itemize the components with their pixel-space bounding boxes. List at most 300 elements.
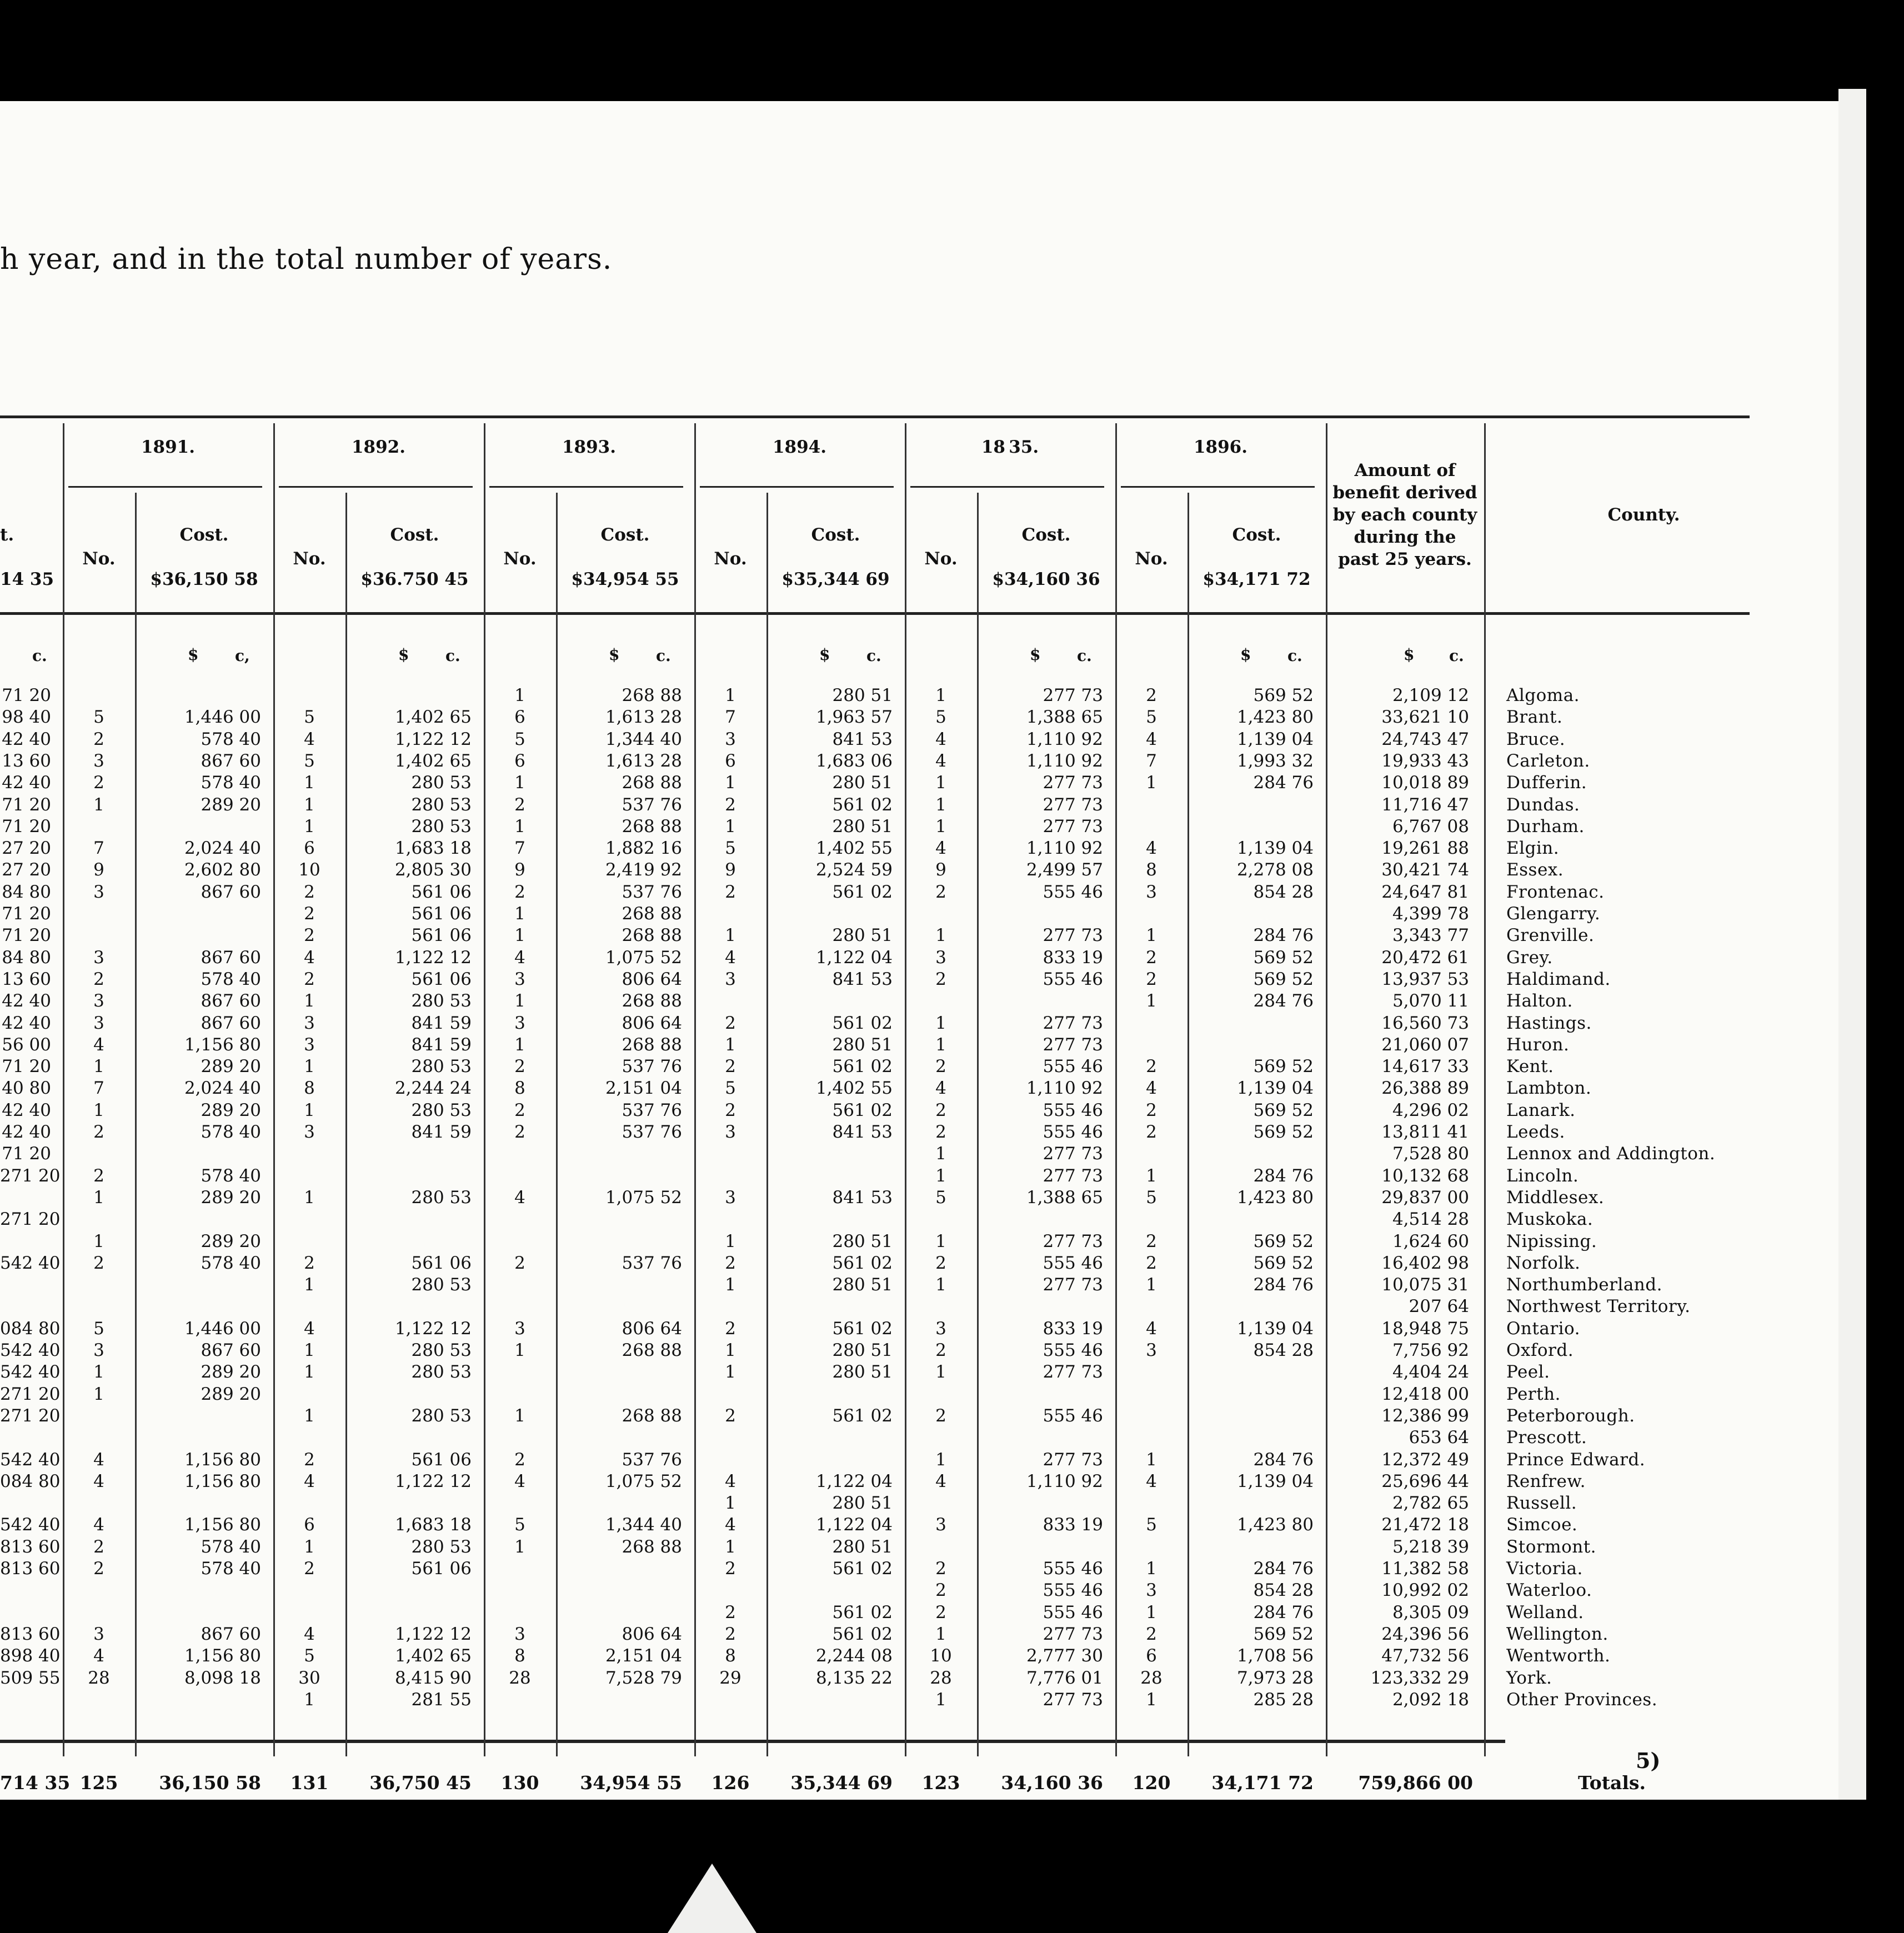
cost-value: 578 40 <box>201 773 261 793</box>
count-value: 3 <box>1146 882 1157 902</box>
count-value: 1 <box>935 685 946 705</box>
count-value: 2 <box>725 794 736 815</box>
county-header: County. <box>1607 505 1680 525</box>
count-value: 1 <box>935 1013 946 1033</box>
cost-value: 555 46 <box>1043 882 1103 902</box>
cost-value: 1,075 52 <box>605 947 682 968</box>
amount-value: 16,560 73 <box>1381 1013 1469 1033</box>
count-value: 4 <box>304 1471 315 1491</box>
rule-top <box>0 415 1750 418</box>
cents-unit: c. <box>866 647 881 665</box>
cost-value: 1,446 00 <box>184 707 261 728</box>
amount-value: 19,933 43 <box>1381 750 1469 771</box>
count-value: 1 <box>304 1340 315 1360</box>
cost-value: 1,122 12 <box>394 1624 472 1644</box>
cost-value: 268 88 <box>622 1034 682 1055</box>
count-value: 10 <box>298 860 320 880</box>
count-value: 4 <box>93 1471 104 1491</box>
amount-value: 47,732 56 <box>1381 1646 1469 1666</box>
amount-value: 12,372 49 <box>1381 1449 1469 1470</box>
cost-value: 277 73 <box>1043 1624 1103 1644</box>
total-count: 131 <box>290 1772 329 1794</box>
cost-value: 280 51 <box>832 1231 893 1251</box>
cents-unit: c. <box>1287 647 1302 665</box>
count-value: 5 <box>935 707 946 728</box>
amount-header-line: benefit derived <box>1332 483 1477 503</box>
prev-cost-value: 542 40 <box>0 1515 61 1535</box>
cost-value: 1,156 80 <box>184 1449 261 1470</box>
cost-value: 1,139 04 <box>1236 1318 1314 1339</box>
cost-value: 561 02 <box>832 1253 893 1273</box>
cost-value: 1,402 55 <box>815 1078 893 1099</box>
cost-value: 280 51 <box>832 1536 893 1557</box>
county-name: Peterborough. <box>1506 1405 1635 1426</box>
cost-value: 555 46 <box>1043 969 1103 989</box>
cost-value: 1,402 55 <box>815 838 893 859</box>
cost-value: 280 51 <box>832 1275 893 1295</box>
county-name: Lincoln. <box>1506 1165 1579 1186</box>
count-value: 1 <box>1146 1559 1157 1579</box>
cost-value: 268 88 <box>622 1405 682 1426</box>
count-value: 3 <box>93 1013 104 1033</box>
cost-value: 537 76 <box>622 882 682 902</box>
rule-year-sub <box>279 486 473 488</box>
count-value: 4 <box>93 1034 104 1055</box>
count-value: 3 <box>935 1318 946 1339</box>
year-total-cost: $34,160 36 <box>992 569 1100 589</box>
amount-value: 4,514 28 <box>1392 1209 1469 1230</box>
amount-value: 207 64 <box>1409 1296 1469 1317</box>
amount-value: 5,070 11 <box>1392 991 1469 1011</box>
county-name: Wellington. <box>1506 1624 1609 1644</box>
count-value: 4 <box>935 729 946 749</box>
county-name: Prescott. <box>1506 1428 1587 1448</box>
cost-value: 277 73 <box>1043 1275 1103 1295</box>
prev-cost-value: 42 40 <box>2 991 51 1011</box>
cost-value: 280 53 <box>411 1100 472 1120</box>
count-value: 2 <box>304 1559 315 1579</box>
count-value: 1 <box>725 816 736 837</box>
count-value: 8 <box>304 1078 315 1099</box>
prev-cost-value: 98 40 <box>2 707 51 728</box>
cost-value: 277 73 <box>1043 1362 1103 1383</box>
cost-value: 578 40 <box>201 1253 261 1273</box>
prev-cost-value: 40 80 <box>2 1078 51 1099</box>
count-value: 4 <box>93 1515 104 1535</box>
cost-value: 561 02 <box>832 1100 893 1120</box>
county-name: Waterloo. <box>1506 1580 1592 1601</box>
count-value: 2 <box>935 1253 946 1273</box>
cost-value: 561 02 <box>832 1405 893 1426</box>
cost-value: 833 19 <box>1043 1318 1103 1339</box>
count-value: 4 <box>935 1078 946 1099</box>
county-name: Carleton. <box>1506 750 1590 771</box>
cost-value: 280 53 <box>411 794 472 815</box>
prev-sum: 714 35 <box>0 1772 71 1794</box>
count-value: 6 <box>304 1515 315 1535</box>
cost-header: Cost. <box>179 525 229 545</box>
count-value: 5 <box>514 729 525 749</box>
cost-value: 277 73 <box>1043 685 1103 705</box>
count-value: 3 <box>725 729 736 749</box>
county-name: Elgin. <box>1506 838 1560 859</box>
count-value: 1 <box>514 685 525 705</box>
dollar-unit: $ <box>398 645 409 664</box>
count-value: 2 <box>514 794 525 815</box>
cost-value: 285 28 <box>1253 1689 1314 1710</box>
cost-value: 280 51 <box>832 1340 893 1360</box>
count-value: 3 <box>514 1624 525 1644</box>
prev-cost-value: 71 20 <box>2 685 51 705</box>
county-name: Peel. <box>1506 1362 1550 1383</box>
prev-cost-value: 56 00 <box>2 1034 51 1055</box>
amount-value: 8,305 09 <box>1392 1602 1469 1622</box>
prev-cost-value: 71 20 <box>2 816 51 837</box>
amount-value: 24,396 56 <box>1381 1624 1469 1644</box>
cost-value: 1,122 04 <box>815 1471 893 1491</box>
amount-value: 6,767 08 <box>1392 816 1469 837</box>
dollar-unit: $ <box>1030 645 1041 664</box>
year-label: 1891. <box>141 437 196 457</box>
count-value: 4 <box>1146 1318 1157 1339</box>
year-total-cost: $36,150 58 <box>150 569 258 589</box>
county-name: Middlesex. <box>1506 1187 1605 1208</box>
count-value: 2 <box>935 1559 946 1579</box>
cost-value: 280 51 <box>832 925 893 946</box>
count-value: 2 <box>93 1165 104 1186</box>
amount-header-line: Amount of <box>1354 460 1456 480</box>
count-value: 2 <box>725 1253 736 1273</box>
count-value: 1 <box>514 773 525 793</box>
count-value: 3 <box>93 1624 104 1644</box>
amount-value: 5,218 39 <box>1392 1536 1469 1557</box>
prev-cost-value: 27 20 <box>2 860 51 880</box>
cost-value: 284 76 <box>1253 1559 1314 1579</box>
year-total-cost: $34,954 55 <box>571 569 679 589</box>
count-value: 1 <box>304 794 315 815</box>
cost-value: 268 88 <box>622 925 682 946</box>
count-value: 2 <box>304 969 315 989</box>
count-value: 7 <box>1146 750 1157 771</box>
cost-value: 280 53 <box>411 816 472 837</box>
count-value: 1 <box>93 1187 104 1208</box>
cost-value: 284 76 <box>1253 773 1314 793</box>
county-name: York. <box>1506 1667 1552 1688</box>
cost-value: 1,402 65 <box>394 707 472 728</box>
cost-value: 280 53 <box>411 1536 472 1557</box>
county-name: Norfolk. <box>1506 1253 1581 1273</box>
count-value: 1 <box>935 1624 946 1644</box>
count-value: 3 <box>935 1515 946 1535</box>
count-value: 2 <box>935 882 946 902</box>
cost-value: 277 73 <box>1043 794 1103 815</box>
amount-value: 4,404 24 <box>1392 1362 1469 1383</box>
cost-value: 867 60 <box>201 882 261 902</box>
cost-value: 561 02 <box>832 1056 893 1077</box>
prev-cost-value: 813 60 <box>0 1536 61 1557</box>
count-value: 3 <box>93 947 104 968</box>
county-name: Nipissing. <box>1506 1231 1597 1251</box>
amount-value: 10,075 31 <box>1381 1275 1469 1295</box>
amount-value: 26,388 89 <box>1381 1078 1469 1099</box>
count-value: 2 <box>1146 1122 1157 1142</box>
count-value: 1 <box>725 685 736 705</box>
cost-value: 867 60 <box>201 750 261 771</box>
count-value: 5 <box>304 1646 315 1666</box>
cost-value: 561 06 <box>411 1559 472 1579</box>
cost-value: 280 51 <box>832 816 893 837</box>
count-value: 4 <box>1146 1078 1157 1099</box>
cost-value: 578 40 <box>201 969 261 989</box>
cost-value: 561 06 <box>411 925 472 946</box>
count-value: 2 <box>935 1602 946 1622</box>
count-value: 5 <box>93 707 104 728</box>
amount-value: 13,811 41 <box>1381 1122 1469 1142</box>
prev-cost-value: 813 60 <box>0 1624 61 1644</box>
county-name: Glengarry. <box>1506 904 1601 924</box>
count-value: 8 <box>725 1646 736 1666</box>
count-value: 1 <box>93 1384 104 1404</box>
count-value: 2 <box>935 969 946 989</box>
cost-value: 569 52 <box>1253 1231 1314 1251</box>
cents-unit: c. <box>656 647 671 665</box>
cost-value: 555 46 <box>1043 1405 1103 1426</box>
count-value: 9 <box>935 860 946 880</box>
cost-value: 569 52 <box>1253 947 1314 968</box>
cost-value: 268 88 <box>622 991 682 1011</box>
cost-value: 867 60 <box>201 1624 261 1644</box>
amount-value: 24,743 47 <box>1381 729 1469 749</box>
county-name: Kent. <box>1506 1056 1554 1077</box>
count-value: 1 <box>304 1536 315 1557</box>
count-value: 3 <box>93 882 104 902</box>
cents-unit: c, <box>235 647 250 665</box>
cost-value: 561 06 <box>411 882 472 902</box>
count-value: 3 <box>93 1340 104 1360</box>
count-value: 2 <box>514 1122 525 1142</box>
count-value: 6 <box>1146 1646 1157 1666</box>
count-value: 1 <box>304 991 315 1011</box>
count-value: 5 <box>1146 1515 1157 1535</box>
rule-under-headers <box>0 612 1750 615</box>
count-value: 1 <box>93 1362 104 1383</box>
cost-value: 555 46 <box>1043 1100 1103 1120</box>
cost-value: 2,524 59 <box>815 860 893 880</box>
count-value: 9 <box>93 860 104 880</box>
cost-value: 1,683 18 <box>394 1515 472 1535</box>
prev-cost-value: 542 40 <box>0 1449 61 1470</box>
amount-value: 10,992 02 <box>1381 1580 1469 1601</box>
amount-value: 123,332 29 <box>1370 1667 1469 1688</box>
cost-value: 841 53 <box>832 969 893 989</box>
prev-cost-value: 271 20 <box>0 1384 61 1404</box>
count-value: 3 <box>93 750 104 771</box>
cost-value: 806 64 <box>622 1318 682 1339</box>
county-name: Essex. <box>1506 860 1564 880</box>
cost-value: 569 52 <box>1253 1253 1314 1273</box>
count-value: 5 <box>725 1078 736 1099</box>
cost-value: 841 59 <box>411 1013 472 1033</box>
prev-cost-value: 42 40 <box>2 729 51 749</box>
count-value: 1 <box>304 1362 315 1383</box>
cost-value: 284 76 <box>1253 1602 1314 1622</box>
rule-above-totals <box>0 1740 1505 1743</box>
cost-value: 280 53 <box>411 1056 472 1077</box>
count-value: 2 <box>725 1318 736 1339</box>
cost-value: 1,122 12 <box>394 729 472 749</box>
cost-value: 280 53 <box>411 1405 472 1426</box>
cost-value: 569 52 <box>1253 1624 1314 1644</box>
cost-value: 1,122 12 <box>394 1471 472 1491</box>
cost-value: 289 20 <box>201 1187 261 1208</box>
count-value: 1 <box>304 1405 315 1426</box>
cost-value: 1,139 04 <box>1236 1471 1314 1491</box>
count-value: 4 <box>514 947 525 968</box>
year-total-cost: $36.750 45 <box>360 569 469 589</box>
cost-value: 2,278 08 <box>1236 860 1314 880</box>
year-label: 1894. <box>772 437 827 457</box>
cost-value: 268 88 <box>622 816 682 837</box>
cost-value: 555 46 <box>1043 1122 1103 1142</box>
count-value: 2 <box>304 882 315 902</box>
cost-value: 1,110 92 <box>1026 729 1103 749</box>
cost-value: 280 51 <box>832 1034 893 1055</box>
cost-value: 289 20 <box>201 1231 261 1251</box>
cost-value: 1,122 12 <box>394 947 472 968</box>
count-value: 2 <box>514 1449 525 1470</box>
cost-value: 537 76 <box>622 1253 682 1273</box>
cost-value: 277 73 <box>1043 1231 1103 1251</box>
amount-value: 18,948 75 <box>1381 1318 1469 1339</box>
count-value: 2 <box>514 1100 525 1120</box>
year-label: 1893. <box>562 437 617 457</box>
amount-value: 7,528 80 <box>1392 1144 1469 1164</box>
count-value: 1 <box>304 1689 315 1710</box>
county-name: Muskoka. <box>1506 1209 1594 1230</box>
cost-value: 1,122 12 <box>394 1318 472 1339</box>
cost-value: 1,156 80 <box>184 1515 261 1535</box>
count-value: 2 <box>93 1253 104 1273</box>
count-value: 1 <box>514 925 525 946</box>
amount-value: 33,621 10 <box>1381 707 1469 728</box>
cost-value: 289 20 <box>201 1100 261 1120</box>
cost-value: 268 88 <box>622 1340 682 1360</box>
count-value: 4 <box>725 1471 736 1491</box>
count-value: 2 <box>304 904 315 924</box>
county-name: Dufferin. <box>1506 773 1587 793</box>
count-value: 3 <box>93 991 104 1011</box>
prev-cost-value: 84 80 <box>2 947 51 968</box>
count-value: 1 <box>304 1275 315 1295</box>
prev-cost-value: 898 40 <box>0 1646 61 1666</box>
count-value: 2 <box>1146 685 1157 705</box>
count-value: 2 <box>935 1340 946 1360</box>
cost-value: 854 28 <box>1253 1580 1314 1601</box>
total-count: 120 <box>1132 1772 1171 1794</box>
count-value: 8 <box>514 1646 525 1666</box>
count-value: 5 <box>304 707 315 728</box>
cost-value: 277 73 <box>1043 773 1103 793</box>
count-value: 2 <box>935 1056 946 1077</box>
cost-value: 1,122 04 <box>815 947 893 968</box>
count-value: 5 <box>304 750 315 771</box>
cost-header: Cost. <box>811 525 860 545</box>
count-value: 2 <box>93 1559 104 1579</box>
count-value: 4 <box>304 729 315 749</box>
prev-cost-value: 542 40 <box>0 1362 61 1383</box>
count-value: 1 <box>725 1275 736 1295</box>
cost-value: 1,156 80 <box>184 1471 261 1491</box>
year-label: 1896. <box>1193 437 1248 457</box>
prev-cost-value: 271 20 <box>0 1165 61 1186</box>
cost-value: 1,139 04 <box>1236 1078 1314 1099</box>
county-name: Lennox and Addington. <box>1506 1144 1716 1164</box>
cost-value: 268 88 <box>622 1536 682 1557</box>
count-value: 1 <box>514 991 525 1011</box>
count-value: 1 <box>935 1275 946 1295</box>
cost-value: 1,344 40 <box>605 1515 682 1535</box>
prev-cost-value: 71 20 <box>2 1144 51 1164</box>
count-value: 3 <box>725 1187 736 1208</box>
count-value: 1 <box>935 1144 946 1164</box>
county-name: Simcoe. <box>1506 1515 1578 1535</box>
cost-value: 833 19 <box>1043 947 1103 968</box>
county-name: Dundas. <box>1506 794 1580 815</box>
cost-value: 561 06 <box>411 904 472 924</box>
count-value: 1 <box>1146 773 1157 793</box>
count-value: 28 <box>1140 1667 1163 1688</box>
count-value: 1 <box>1146 1602 1157 1622</box>
cents-unit: c. <box>445 647 460 665</box>
cost-value: 2,244 08 <box>815 1646 893 1666</box>
count-value: 3 <box>514 1318 525 1339</box>
prev-cost-value: 084 80 <box>0 1318 61 1339</box>
cost-header: Cost. <box>390 525 439 545</box>
prev-cost-value: 42 40 <box>2 1013 51 1033</box>
count-value: 1 <box>1146 1165 1157 1186</box>
total-cost: 35,344 69 <box>790 1772 893 1794</box>
total-cost: 36,750 45 <box>369 1772 472 1794</box>
county-name: Durham. <box>1506 816 1585 837</box>
totals-label: Totals. <box>1577 1772 1646 1794</box>
year-total-cost: $34,171 72 <box>1202 569 1311 589</box>
cost-value: 7,528 79 <box>605 1667 682 1688</box>
cost-value: 1,613 28 <box>605 707 682 728</box>
cost-value: 7,973 28 <box>1236 1667 1314 1688</box>
cost-value: 806 64 <box>622 969 682 989</box>
cost-value: 280 53 <box>411 773 472 793</box>
county-name: Prince Edward. <box>1506 1449 1646 1470</box>
cost-value: 561 02 <box>832 1013 893 1033</box>
cost-value: 284 76 <box>1253 1165 1314 1186</box>
amount-value: 30,421 74 <box>1381 860 1469 880</box>
count-value: 4 <box>93 1449 104 1470</box>
cost-value: 578 40 <box>201 1122 261 1142</box>
count-value: 6 <box>725 750 736 771</box>
cost-value: 867 60 <box>201 1013 261 1033</box>
count-value: 4 <box>935 1471 946 1491</box>
county-name: Lanark. <box>1506 1100 1576 1120</box>
count-value: 2 <box>514 1056 525 1077</box>
no-header: No. <box>503 549 537 569</box>
county-name: Hastings. <box>1506 1013 1592 1033</box>
cost-value: 841 59 <box>411 1034 472 1055</box>
amount-value: 13,937 53 <box>1381 969 1469 989</box>
prev-cost-partial: t. <box>0 525 14 545</box>
prev-cost-value: 42 40 <box>2 773 51 793</box>
cost-value: 277 73 <box>1043 1689 1103 1710</box>
no-header: No. <box>924 549 958 569</box>
